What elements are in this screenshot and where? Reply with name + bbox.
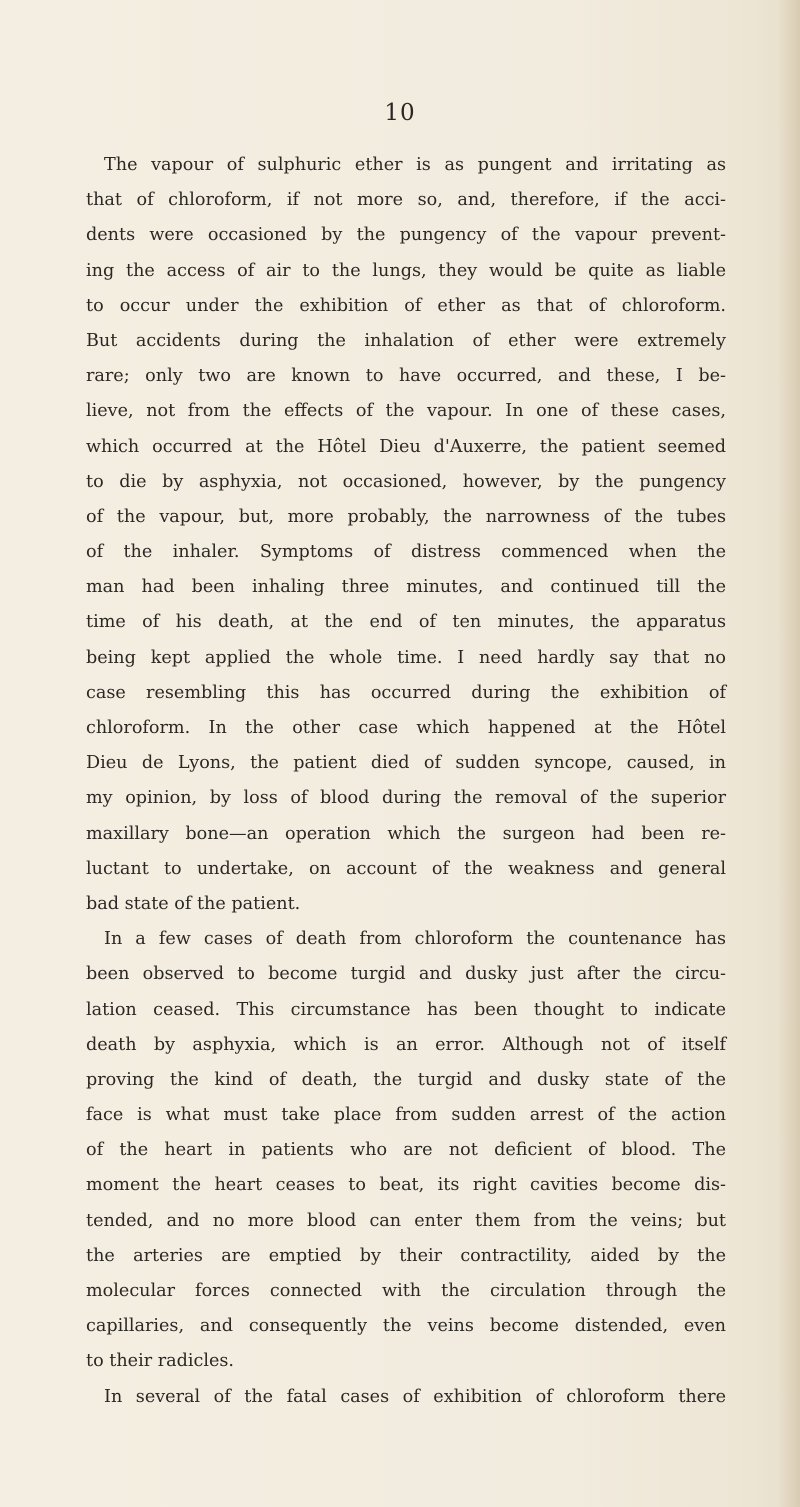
page-number: 10 (384, 100, 416, 126)
text-line: of the vapour, but, more probably, the narrowness of the tubes (86, 506, 726, 527)
text-line: proving the kind of death, the turgid and dusky state of the (86, 1069, 726, 1090)
text-line: In a few cases of death from chloroform the countenance has (104, 929, 726, 950)
text-line: chloroform. In the other case which happened at the Hôtel (86, 718, 726, 738)
text-line: In several of the fatal cases of exhibition of chloroform there (104, 1386, 726, 1407)
body-text (86, 148, 726, 1415)
page-edge-shadow (778, 0, 800, 1507)
text-line: Dieu de Lyons, the patient died of sudden syncope, caused, in (86, 753, 726, 774)
text-line: which occurred at the Hôtel Dieu d'Auxerre, the patient seemed (86, 436, 726, 457)
text-line: to occur under the exhibition of ether as that of chloroform. (86, 295, 726, 316)
text-line: dents were occasioned by the pungency of the vapour prevent- (86, 225, 726, 246)
text-line: that of chloroform, if not more so, and, therefore, if the acci- (86, 190, 726, 211)
text-line: death by asphyxia, which is an error. Although not of itself (86, 1034, 726, 1055)
text-line: to die by asphyxia, not occasioned, however, by the pungency (86, 471, 726, 492)
text-line: maxillary bone—an operation which the surgeon had been re- (86, 823, 726, 844)
text-line: molecular forces connected with the circulation through the (86, 1281, 726, 1301)
text-line: being kept applied the whole time. I need hardly say that no (86, 647, 726, 668)
text-line: man had been inhaling three minutes, and continued till the (86, 577, 726, 598)
text-line: ing the access of air to the lungs, they would be quite as liable (86, 260, 726, 281)
text-line: the arteries are emptied by their contractility, aided by the (86, 1245, 726, 1266)
text-line: bad state of the patient. (86, 893, 301, 914)
text-line: face is what must take place from sudden arrest of the action (86, 1105, 726, 1126)
text-line: rare; only two are known to have occurred, and these, I be- (86, 366, 726, 387)
text-line: time of his death, at the end of ten minutes, the apparatus (86, 612, 726, 633)
text-line: to their radicles. (86, 1351, 235, 1372)
text-line: lieve, not from the effects of the vapour. In one of these cases, (86, 401, 726, 422)
text-line: The vapour of sulphuric ether is as pungent and irritating as (104, 155, 726, 175)
text-line: of the heart in patients who are not deficient of blood. The (86, 1140, 726, 1161)
text-line: luctant to undertake, on account of the weakness and general (86, 858, 726, 879)
text-line: But accidents during the inhalation of ether were extremely (86, 330, 726, 351)
text-line: capillaries, and consequently the veins become distended, even (86, 1316, 726, 1337)
text-line: of the inhaler. Symptoms of distress commenced when the (86, 542, 726, 563)
text-line: tended, and no more blood can enter them from the veins; but (86, 1210, 726, 1231)
text-line: case resembling this has occurred during the exhibition of (86, 682, 726, 703)
text-line: lation ceased. This circumstance has been thought to indicate (86, 999, 726, 1020)
text-line: moment the heart ceases to beat, its right cavities become dis- (86, 1175, 726, 1196)
text-line: been observed to become turgid and dusky just after the circu- (86, 964, 726, 985)
text-line: my opinion, by loss of blood during the removal of the superior (86, 788, 726, 809)
